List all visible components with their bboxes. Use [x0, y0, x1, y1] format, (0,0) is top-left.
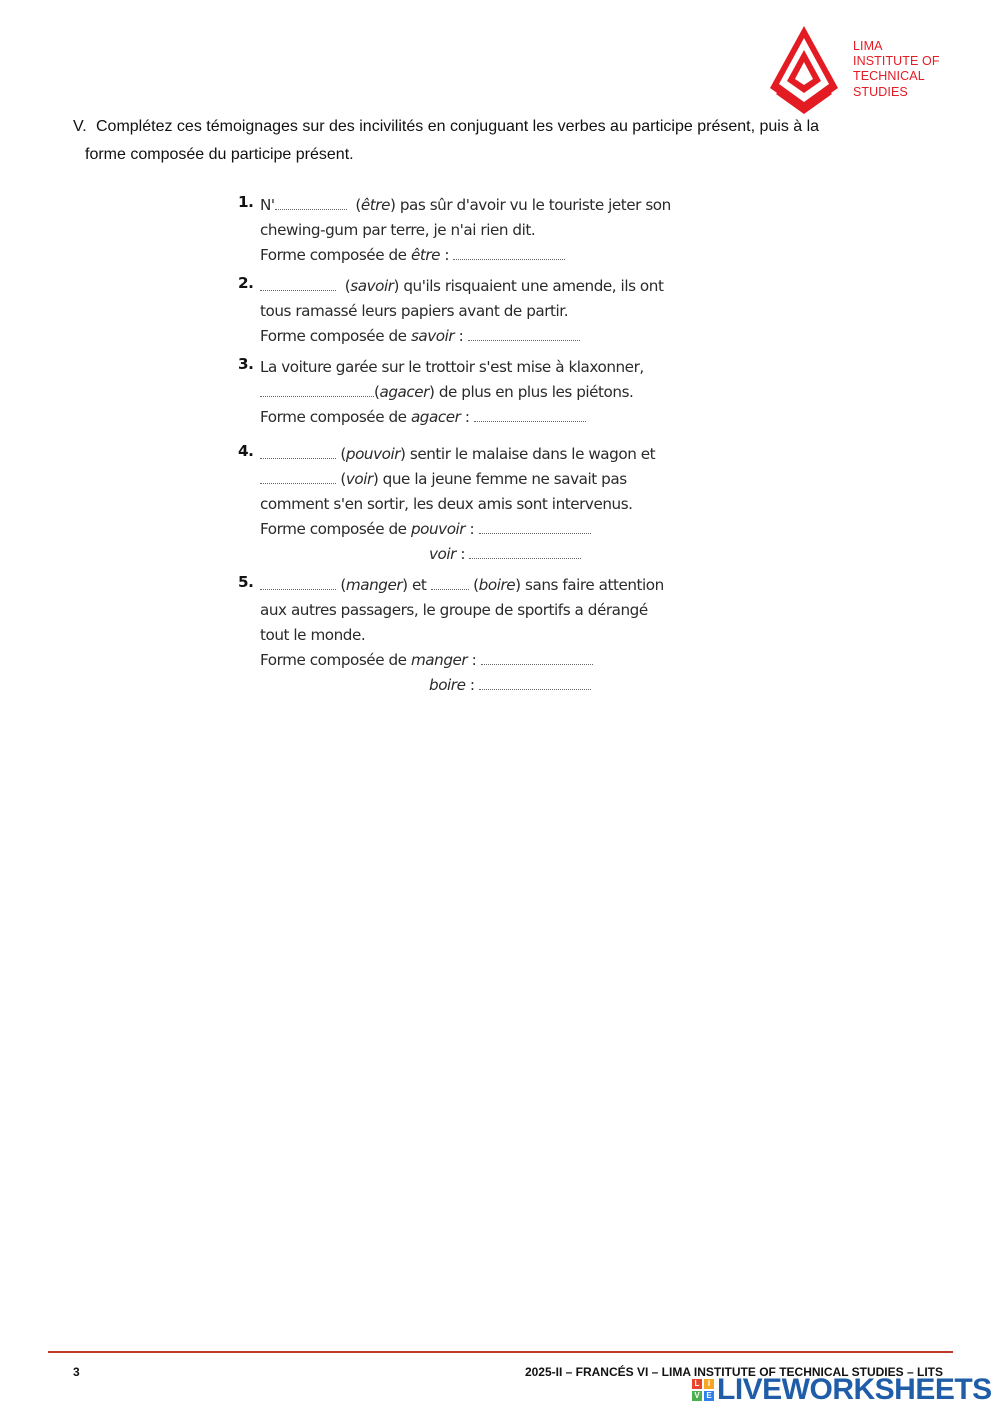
instruction-line: forme composée du participe présent. — [85, 146, 354, 163]
verb-hint: boire — [429, 676, 466, 694]
item-number: 4. — [238, 442, 254, 460]
answer-blank[interactable] — [474, 405, 586, 422]
verb-hint: pouvoir — [410, 520, 466, 538]
verb-hint: agacer — [410, 408, 461, 426]
logo-line: STUDIES — [853, 84, 908, 99]
answer-blank[interactable] — [469, 542, 581, 559]
liveworksheets-text: LIVEWORKSHEETS — [717, 1373, 992, 1406]
compound-form-line: Forme composée de agacer : — [238, 405, 728, 430]
answer-blank[interactable] — [260, 380, 374, 397]
logo-line: TECHNICAL — [853, 69, 925, 84]
verb-hint: savoir — [410, 327, 455, 345]
instruction-line: Complétez ces témoignages sur des incivilités en conjuguant les verbes au participe présent, puis à la — [96, 118, 820, 135]
exercise-instruction — [73, 113, 943, 169]
answer-blank[interactable] — [275, 193, 347, 210]
item-number: 2. — [238, 274, 254, 292]
liveworksheets-logo-icon: L I V E — [692, 1379, 714, 1401]
verb-hint: manger — [410, 651, 468, 669]
answer-blank[interactable] — [260, 573, 336, 590]
item-text: ) sans faire attention — [515, 576, 664, 594]
compound-form-line: Forme composée de savoir : — [238, 324, 728, 349]
instruction-number: V. — [73, 118, 87, 135]
item-text: tout le monde. — [260, 626, 366, 644]
compound-form-line: boire : — [238, 673, 728, 698]
verb-hint: agacer — [379, 383, 429, 401]
footer-text: 2025-II – FRANCÉS VI – LIMA INSTITUTE OF TECHNICAL STUDIES – LITS — [524, 1365, 943, 1379]
item-text: ) sentir le malaise dans le wagon et — [400, 445, 656, 463]
item-number: 5. — [238, 573, 254, 591]
answer-blank[interactable] — [260, 442, 336, 459]
answer-blank[interactable] — [479, 673, 591, 690]
verb-hint: voir — [429, 545, 456, 563]
answer-blank[interactable] — [468, 324, 580, 341]
verb-hint: savoir — [350, 277, 394, 295]
exercise-item-4: 4. (pouvoir) sentir le malaise dans le wagon et (voir) que la jeune femme ne savait pas comment s'en sortir, les deux amis sont intervenus. Forme composée de pouvoir : voir : — [238, 442, 728, 567]
page-number: 3 — [73, 1365, 80, 1379]
compound-form-line: Forme composée de pouvoir : — [238, 517, 728, 542]
logo-line: INSTITUTE OF — [853, 54, 940, 69]
footer-divider — [48, 1351, 953, 1353]
answer-blank[interactable] — [481, 648, 593, 665]
verb-hint: manger — [345, 576, 403, 594]
exercise-item-2: 2. (savoir) qu'ils risquaient une amende, ils ont tous ramassé leurs papiers avant de partir. Forme composée de savoir : — [238, 274, 728, 349]
item-text: ) de plus en plus les piétons. — [428, 383, 634, 401]
answer-blank[interactable] — [260, 467, 336, 484]
item-text: ) pas sûr d'avoir vu le touriste jeter son — [389, 196, 671, 214]
item-text: La voiture garée sur le trottoir s'est mise à klaxonner, — [260, 358, 644, 376]
logo-line: LIMA — [853, 39, 883, 53]
liveworksheets-watermark — [692, 1373, 992, 1406]
compound-form-line: Forme composée de manger : — [238, 648, 728, 673]
item-text: ) qu'ils risquaient une amende, ils ont — [393, 277, 664, 295]
verb-hint: être — [360, 196, 390, 214]
exercise-item-5: 5. (manger) et (boire) sans faire attention aux autres passagers, le groupe de sportifs a dérangé tout le monde. Forme composée de manger : boire : — [238, 573, 728, 698]
item-text: ) que la jeune femme ne savait pas — [372, 470, 627, 488]
item-number: 3. — [238, 355, 254, 373]
item-text: comment s'en sortir, les deux amis sont intervenus. — [260, 495, 633, 513]
exercise-item-3: 3. La voiture garée sur le trottoir s'est mise à klaxonner, (agacer) de plus en plus les piétons. Forme composée de agacer : — [238, 355, 728, 430]
verb-hint: boire — [478, 576, 516, 594]
item-text: aux autres passagers, le groupe de sportifs a dérangé — [260, 601, 648, 619]
compound-form-line: Forme composée de être : — [238, 243, 728, 268]
item-number: 1. — [238, 193, 254, 211]
compound-form-line: voir : — [238, 542, 728, 567]
answer-blank[interactable] — [260, 274, 336, 291]
answer-blank[interactable] — [453, 243, 565, 260]
verb-hint: être — [410, 246, 441, 264]
logo-text — [853, 39, 940, 100]
exercise-item-1: 1. N' (être) pas sûr d'avoir vu le touriste jeter son chewing-gum par terre, je n'ai rien dit. Forme composée de être : — [238, 193, 728, 268]
answer-blank[interactable] — [479, 517, 591, 534]
exercise-items — [238, 193, 728, 704]
item-text: N' — [260, 196, 275, 214]
answer-blank[interactable] — [431, 573, 469, 590]
item-text: ) et — [402, 576, 431, 594]
verb-hint: voir — [345, 470, 373, 488]
verb-hint: pouvoir — [345, 445, 401, 463]
item-text: tous ramassé leurs papiers avant de partir. — [260, 302, 569, 320]
item-text: chewing-gum par terre, je n'ai rien dit. — [260, 221, 536, 239]
